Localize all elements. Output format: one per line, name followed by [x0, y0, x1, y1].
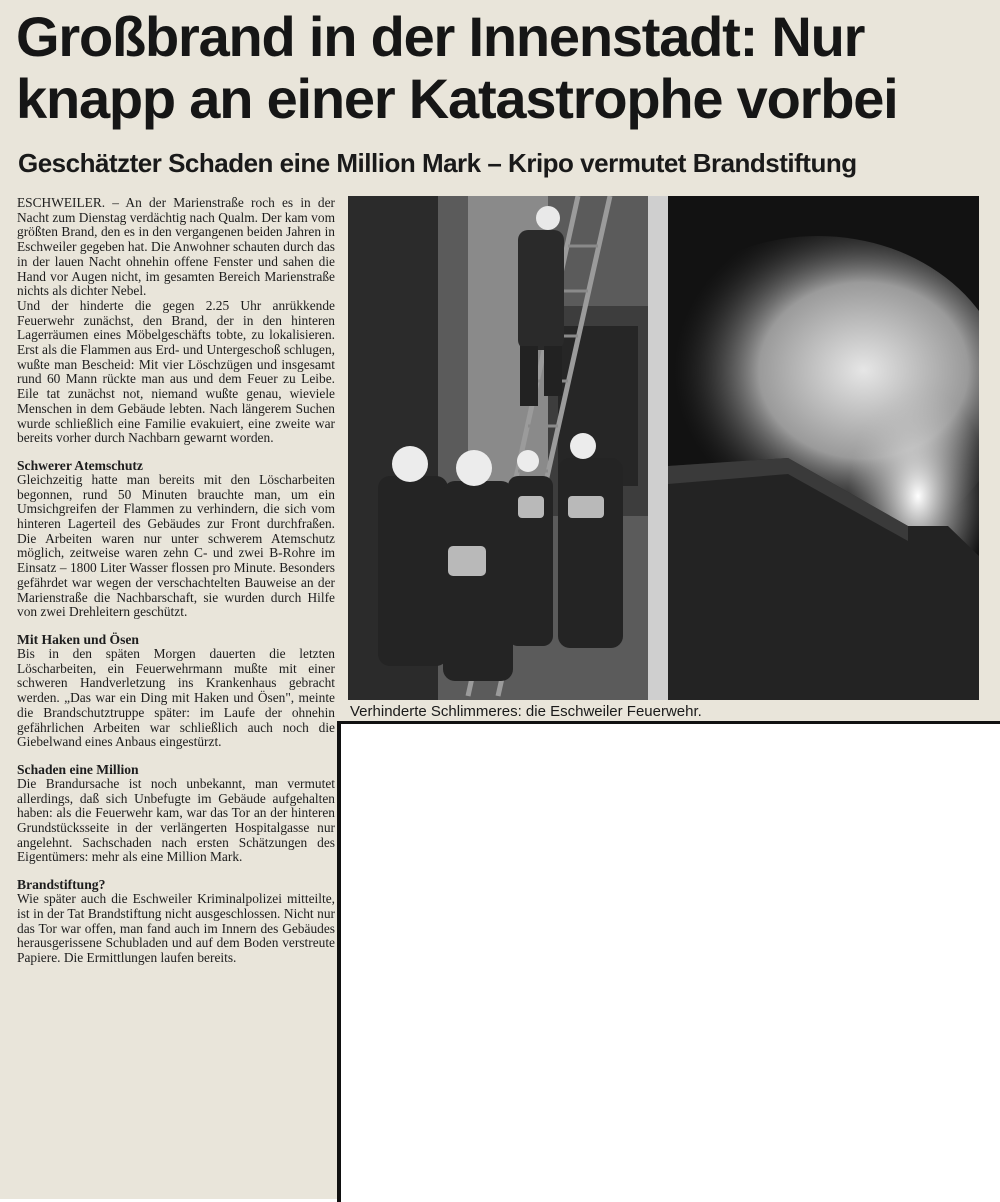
firefighters-photo [348, 196, 979, 700]
article-body [17, 196, 335, 966]
section-text-schaden: Die Brandursache ist noch unbekannt, man vermutet allerdings, daß sich Unbefugte im Gebäude aufgehalten haben: als die Feuerwehr kam, war das Tor an der hinteren Grundstücksseite in der verlängerten Hospitalgasse nur angelehnt. Sachschaden nach ersten Schätzungen des Eigentümers: mehr als eine Million Mark. [17, 775, 335, 865]
headline-line-2: knapp an einer Katastrophe vorbei [16, 67, 898, 130]
section-heading-brandstiftung: Brandstiftung? [17, 877, 106, 893]
headline [16, 6, 991, 130]
section-text-atemschutz: Gleichzeitig hatte man bereits mit den Löscharbeiten begonnen, rund 50 Minuten brauchte man, um ein Umsichgreifen der Flammen zu verhindern, die sich vom hinteren Lagerteil des Gebäudes zur Front durchfraßen. Die Arbeiten waren nur unter schwerem Atemschutz möglich, zeitweise waren zehn C- und zwei B-Rohre im Einsatz – 1800 Liter Wasser flossen pro Minute. Besonders gefährdet war wegen der verschachtelten Bauweise an der Marienstraße die Nachbarschaft, sie wurden durch Hilfe von zwei Drehleitern geschützt. [17, 471, 335, 620]
firefighters-photo-illustration [348, 196, 979, 700]
photo-caption: Verhinderte Schlimmeres: die Eschweiler Feuerwehr. [350, 703, 702, 720]
subheadline: Geschätzter Schaden eine Million Mark – Kripo vermutet Brandstiftung [18, 148, 857, 178]
body-paragraph-2: Und der hinderte die gegen 2.25 Uhr anrükkende Feuerwehr zunächst, den Brand, der in den hinteren Lagerräumen eines Möbelgeschäfts tobte, zu lokalisieren. Erst als die Flammen aus Erd- und Untergeschoß schlugen, wußte man Bescheid: Mit vier Löschzügen und insgesamt rund 60 Mann rückte man aus und dem Feuer zu Leibe. Eile tat zunächst not, niemand wußte genau, wieviele Menschen in dem Gebäude lebten. Nach längerem Suchen wurde schließlich eine Familie evakuiert, eine zweite war bereits vorher durch Nachbarn gewarnt worden. [17, 297, 335, 446]
intro-paragraph: ESCHWEILER. – An der Marienstraße roch es in der Nacht zum Dienstag verdächtig nach Qualm. Der kam vom größten Brand, den es in den vergangenen beiden Jahren in Eschweiler gegeben hat. Die Anwohner schauten durch das in der lauen Nacht ohnehin offene Fenster und sahen die Hand vor Augen nicht, im gesamten Bereich Marienstraße nichts als dichter Nebel. [17, 195, 335, 299]
section-heading-haken: Mit Haken und Ösen [17, 631, 139, 647]
section-heading-schaden: Schaden eine Million [17, 761, 139, 777]
headline-line-1: Großbrand in der Innenstadt: Nur [16, 5, 865, 68]
section-text-haken: Bis in den späten Morgen dauerten die letzten Löscharbeiten, ein Feuerwehrmann mußte mit einer schweren Handverletzung ins Krankenhaus gebracht werden. „Das war ein Ding mit Haken und Ösen", meinte die Brandschutztruppe später: im Laufe der ohnehin gefährlichen Arbeiten war schließlich auch noch die Giebelwand eines Anbaus eingestürzt. [17, 645, 335, 750]
blank-area [337, 721, 1000, 1202]
section-heading-atemschutz: Schwerer Atemschutz [17, 457, 143, 473]
section-text-brandstiftung: Wie später auch die Eschweiler Kriminalpolizei mitteilte, ist in der Tat Brandstiftung nicht ausgeschlossen. Nicht nur das Tor war offen, man fand auch im Innern des Gebäudes herausgerissene Schubladen und auf dem Boden verstreute Papiere. Die Ermittlungen laufen bereits. [17, 891, 335, 965]
